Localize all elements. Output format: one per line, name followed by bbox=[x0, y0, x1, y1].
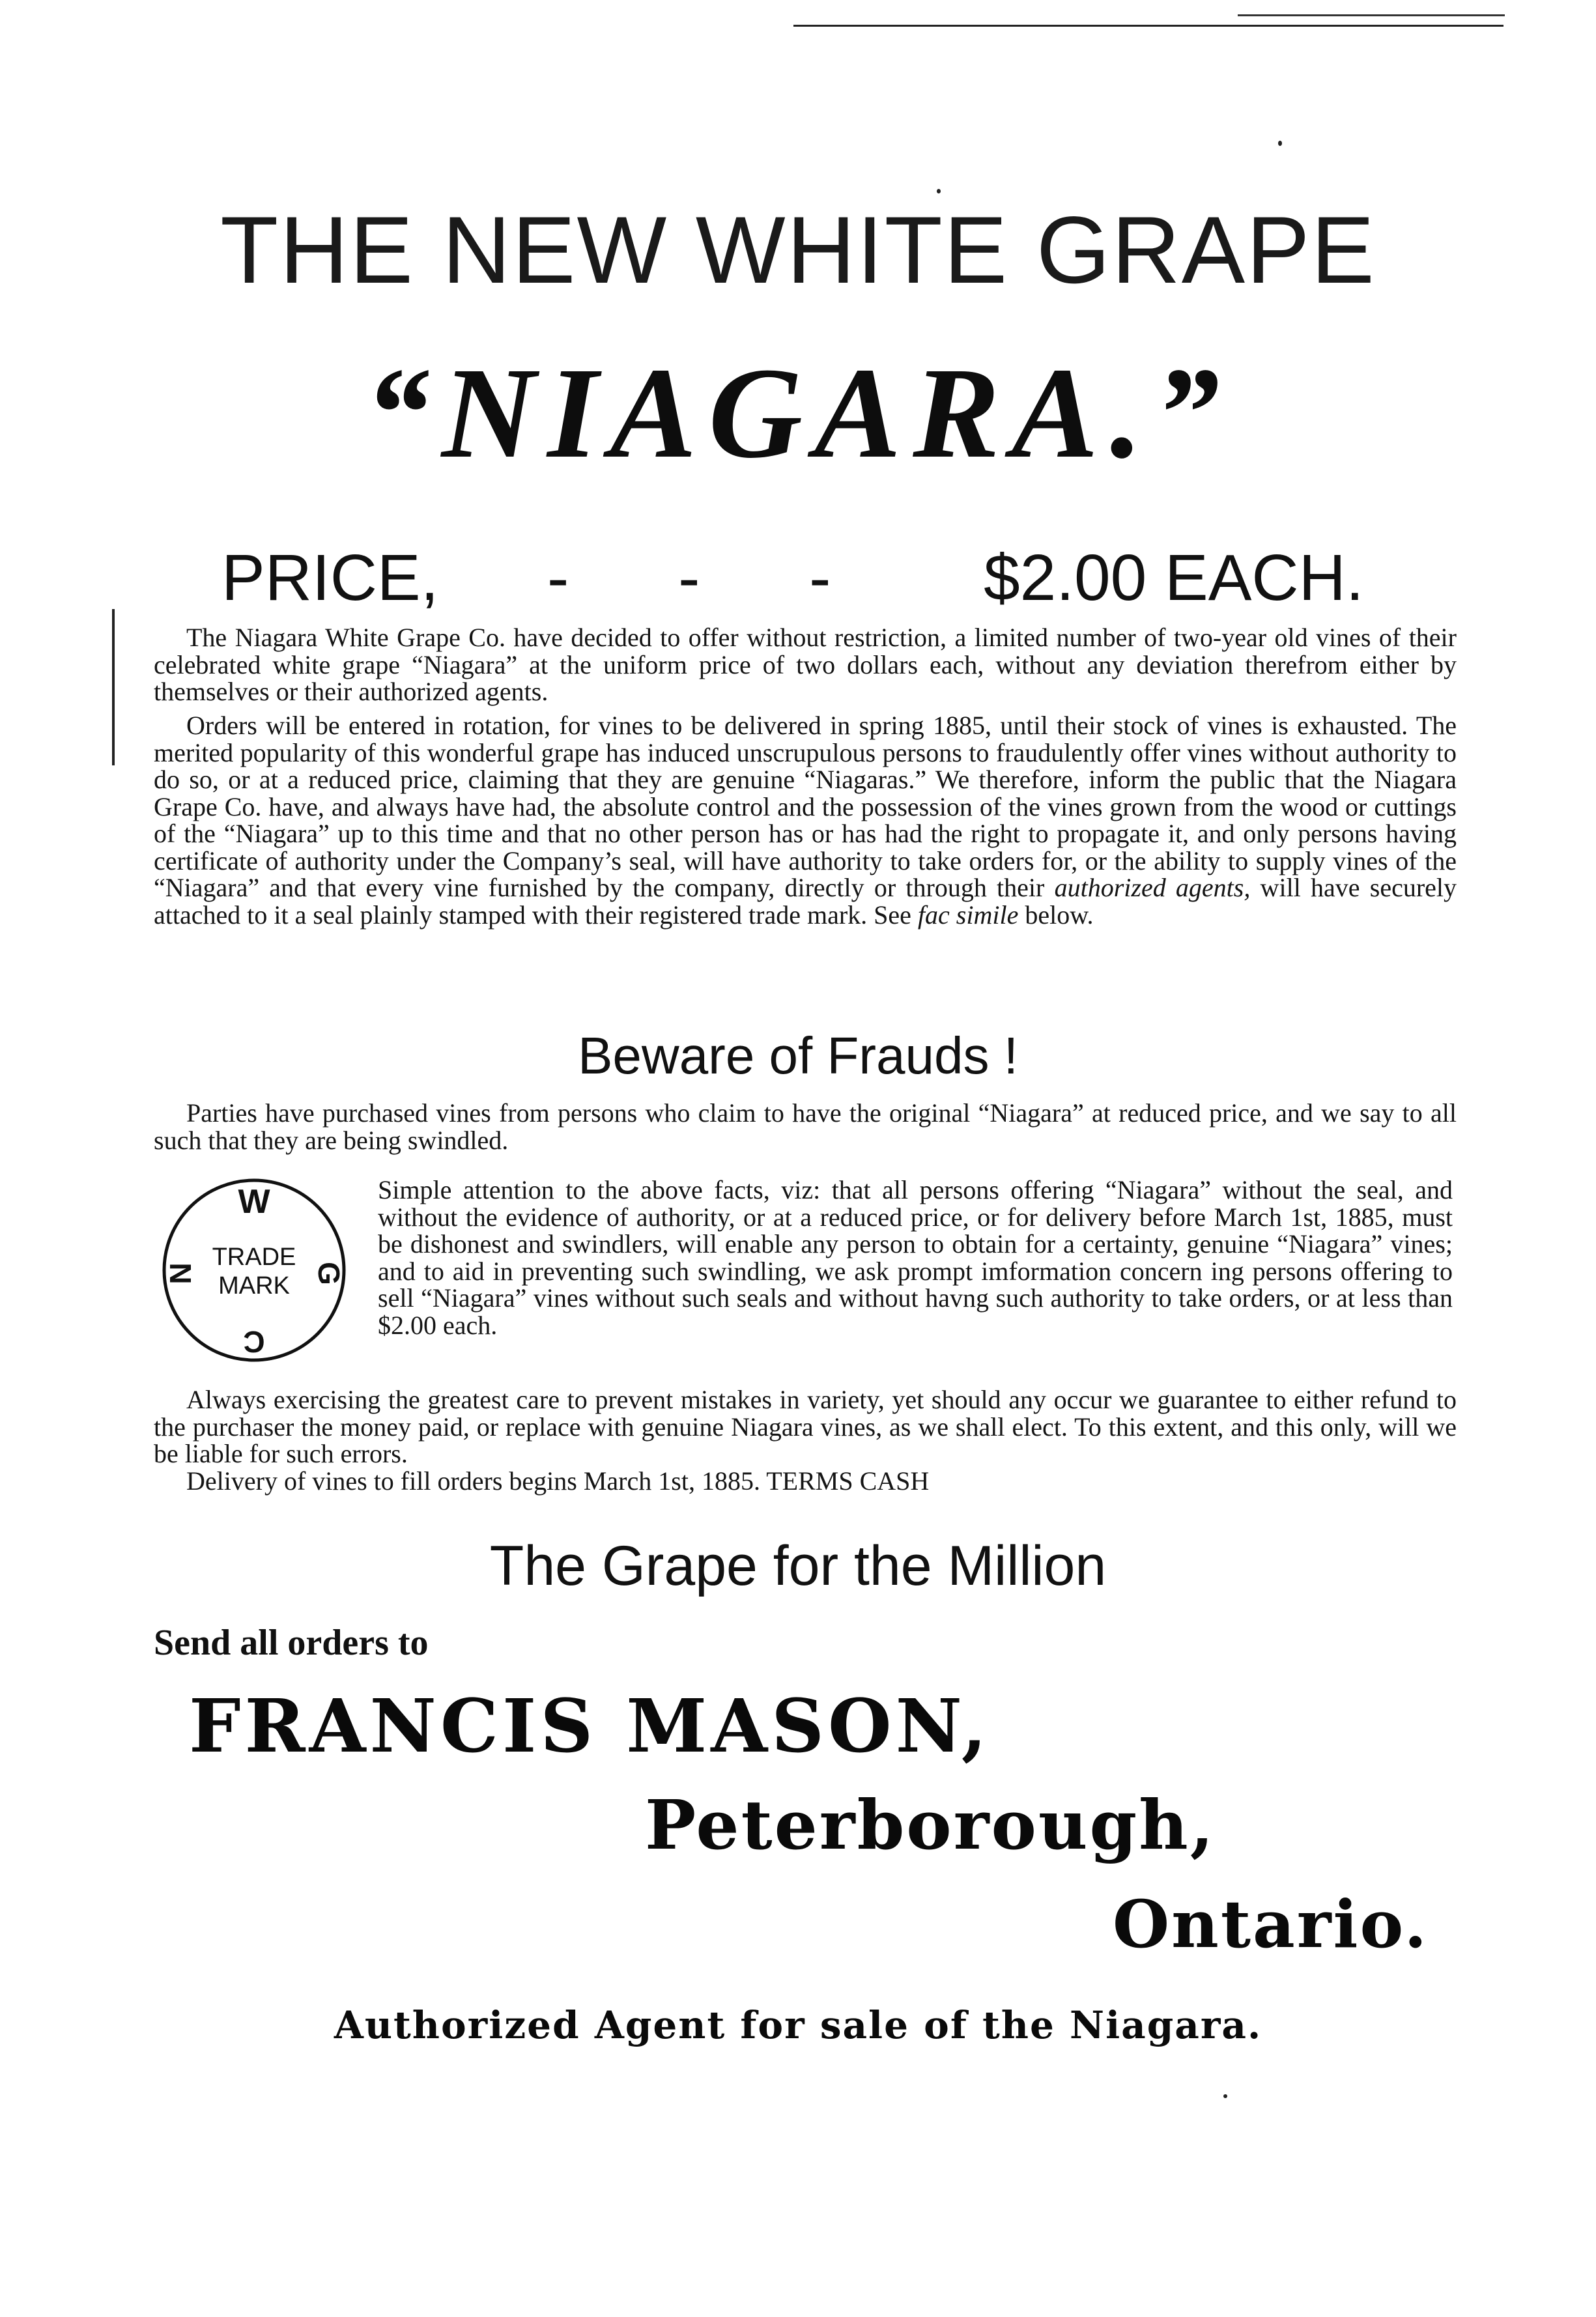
seal-letter-left: N bbox=[164, 1262, 197, 1285]
warning-paragraph-1 bbox=[154, 1100, 1457, 1154]
delivery-text: Delivery of vines to fill orders begins March 1st, 1885. TERMS CASH bbox=[186, 1466, 930, 1496]
page-title: THE NEW WHITE GRAPE bbox=[220, 197, 1376, 303]
warning-text-1: Parties have purchased vines from persons who claim to have the original “Niagara” at reduced price, and we say to all such that they are being swindled. bbox=[154, 1098, 1457, 1155]
intro-text-1: The Niagara White Grape Co. have decided to offer without restriction, a limited number of two-year old vines of their celebrated white grape “Niagara” at the uniform price of two dollars each, without any deviation therefrom either by themselves or their authorized agents. bbox=[154, 623, 1457, 706]
warning-text-2: Simple attention to the above facts, viz: that all persons offering “Niagara” without the seal, and without the evidence of authority, or at a reduced price, or for delivery before March 1st, 1885, must be dishonest and swindlers, will enable any person to obtain for a certainty, genuine “Niagara” vines; and to aid in preventing such swindling, we ask prompt imformation concern ing persons offering to sell “Niagara” vines without such seals and without havng such authority to take orders, or at less than $2.00 each. bbox=[378, 1175, 1453, 1340]
price-leader-dots: - - - bbox=[547, 541, 877, 614]
price-value: $2.00 EACH. bbox=[984, 541, 1364, 614]
print-speck bbox=[937, 189, 941, 193]
intro-paragraph-2 bbox=[154, 712, 1457, 928]
seal-line-2: MARK bbox=[218, 1272, 290, 1300]
margin-mark bbox=[112, 609, 115, 765]
authorized-agent-line: Authorized Agent for sale of the Niagara. bbox=[334, 2003, 1262, 2047]
seal-letter-bottom: C bbox=[243, 1325, 265, 1359]
warning-paragraph-2 bbox=[378, 1176, 1453, 1339]
seal-line-1: TRADE bbox=[212, 1244, 296, 1271]
intro-paragraph-1 bbox=[154, 624, 1457, 705]
product-name: “NIAGARA.” bbox=[364, 341, 1232, 485]
intro-emphasis-agents: authorized agents, bbox=[1054, 873, 1251, 902]
print-speck bbox=[1223, 2094, 1227, 2098]
agent-name: FRANCIS MASON, bbox=[189, 1684, 991, 1769]
warning-paragraph-3 bbox=[154, 1386, 1457, 1468]
agent-city: Peterborough, bbox=[645, 1785, 1216, 1865]
warning-heading: Beware of Frauds ! bbox=[578, 1027, 1018, 1085]
print-speck bbox=[1278, 141, 1282, 146]
intro-text-2a: Orders will be entered in rotation, for vines to be delivered in spring 1885, until their stock of vines is exhausted. The merited popularity of this wonderful grape has induced unscrupulous persons to fraudulently offer vines without authority to do so, or at a reduced price, claiming that they are genuine “Niagaras.” We therefore, inform the public that the Niagara Grape Co. have, and always have had, the absolute control and the possession of the vines grown from the wood or cuttings of the “Niagara” up to this time and that no other person has or has had the right to propagate it, and only persons having certificate of authority under the Company’s seal, will have authority to take orders for, or the ability to supply vines of the “Niagara” and that every vine furnished by the company, directly or through their bbox=[154, 711, 1457, 902]
intro-text-2b: will have securely attached to it a seal plainly stamped with their registered trade mark. See bbox=[154, 873, 1457, 930]
intro-text-2c: below. bbox=[1018, 900, 1094, 930]
top-rule-short bbox=[1238, 14, 1505, 16]
seal-letter-top: W bbox=[238, 1183, 270, 1221]
seal-letter-right: G bbox=[312, 1262, 346, 1285]
warning-text-3: Always exercising the greatest care to prevent mistakes in variety, yet should any occur we guarantee to either refund to the purchaser the money paid, or replace with genuine Niagara vines, as we shall elect. To this extent, and this only, will we be liable for such errors. bbox=[154, 1385, 1457, 1468]
trademark-seal bbox=[156, 1173, 352, 1368]
send-orders-label: Send all orders to bbox=[154, 1623, 429, 1663]
price-label: PRICE, bbox=[221, 541, 439, 614]
agent-province: Ontario. bbox=[1113, 1886, 1429, 1963]
top-rule bbox=[793, 25, 1503, 27]
delivery-paragraph bbox=[154, 1468, 1457, 1495]
intro-emphasis-facsimile: fac simile bbox=[917, 900, 1019, 930]
trademark-seal-graphic bbox=[156, 1173, 352, 1368]
price-line bbox=[221, 541, 1394, 625]
slogan: The Grape for the Million bbox=[489, 1535, 1107, 1597]
